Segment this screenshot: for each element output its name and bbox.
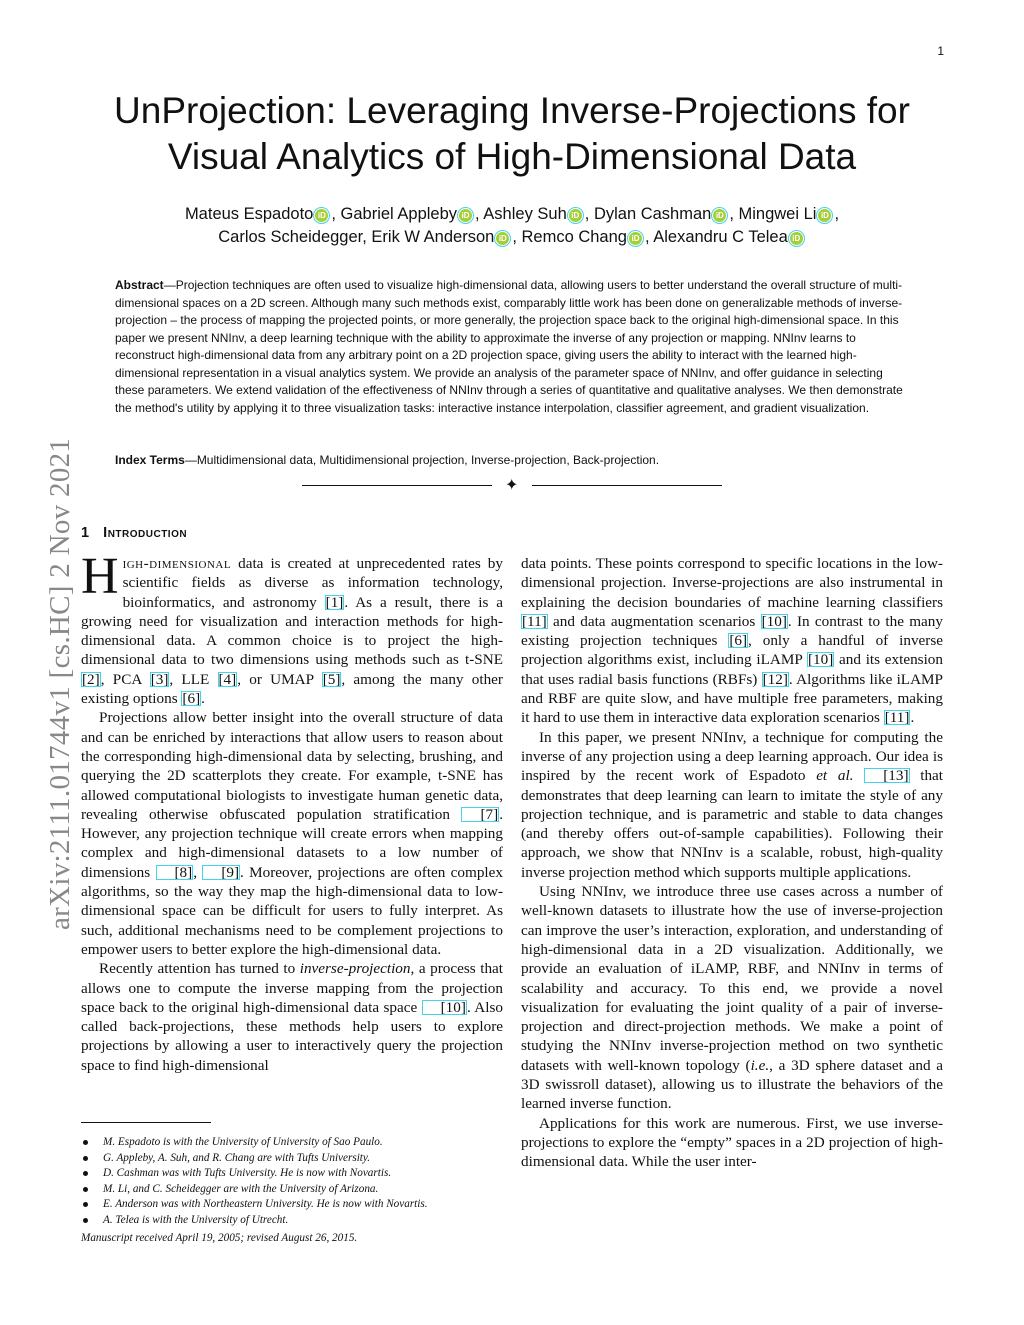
section-number: 1 [81,525,90,541]
footnote-item: G. Appleby, A. Suh, and R. Chang are with Tufts University. [81,1151,501,1167]
author: Dylan Cashman [593,205,712,223]
right-column [521,554,943,1172]
citation-link[interactable]: [8] [156,865,194,880]
citation-link[interactable]: [1] [325,593,344,611]
citation-link[interactable]: [5] [322,670,341,688]
abstract [115,277,910,417]
footnote-divider [81,1122,211,1123]
paper-title: UnProjection: Leveraging Inverse-Projections for Visual Analytics of High-Dimensional Data [114,90,910,177]
paragraph: High-dimensional data is created at unprecedented rates by scientific fields as diverse as information technology, bioinformatics, and astronomy [1]. As a result, there is a growing need for visualization and interaction methods for high-dimensional data. A common choice is to project the high-dimensional data to two dimensions using methods such as t-SNE [2], PCA [3], LLE [4], or UMAP [5], among the many other existing options [6]. [81,548,504,708]
author: Carlos Scheidegger [218,228,363,246]
footnote-item: E. Anderson was with Northeastern University. He is now with Novartis. [81,1197,501,1213]
citation-link[interactable]: [10] [422,1000,467,1015]
citation-link[interactable]: [6] [182,690,201,708]
arxiv-identifier[interactable]: arXiv:2111.01744v1 [cs.HC] 2 Nov 2021 [44,437,76,930]
citation-link[interactable]: [7] [461,807,499,822]
author: Alexandru C Telea [653,228,788,246]
paragraph: Applications for this work are numerous. First, we use inverse-projections to explore the “empty” spaces in a 2D projection of high-dimensional data. While the user inter- [521,1114,943,1171]
orcid-icon[interactable]: iD [629,232,642,245]
orcid-icon[interactable]: iD [713,209,726,222]
citation-link[interactable]: [10] [761,612,787,630]
citation-link[interactable]: [11] [884,709,910,727]
footnote-item: M. Espadoto is with the University of University of Sao Paulo. [81,1135,501,1151]
abstract-text: —Projection techniques are often used to visualize high-dimensional data, allowing users to better understand the overall structure of multi-dimensional spaces on a 2D screen. Although many such methods exist, comparably little work has been done on generalizable methods of inverse-projection – the process of mapping the projected points, or more generally, the projection space back to the original high-dimensional space. In this paper we present NNInv, a deep learning technique with the ability to approximate the inverse of any projection or mapping. NNInv learns to reconstruct high-dimensional data from any arbitrary point on a 2D projection space, giving users the ability to interact with the learned high-dimensional representation in a visual analytics system. We provide an analysis of the parameter space of NNInv, and offer guidance in selecting these parameters. We extend validation of the effectiveness of NNInv through a series of quantitative and qualitative analyses. We then demonstrate the method's utility by applying it to three visualization tasks: interactive instance interpolation, classifier agreement, and gradient visualization. [115,278,903,415]
page-number: 1 [937,44,944,58]
citation-link[interactable]: [13] [864,768,909,783]
footnote-item: M. Li, and C. Scheidegger are with the University of Arizona. [81,1182,501,1198]
paragraph: In this paper, we present NNInv, a technique for computing the inverse of any projection using a deep learning approach. Our idea is inspired by the recent work of Espadoto et al. [13] that demonstrates that deep learning can learn to imitate the style of any projection technique, and is parametric and stable to data changes (and thereby offers out-of-sample capabilities). Following their approach, we show that NNInv is a scalable, robust, high-quality inverse projection method which supports multiple applications. [521,728,944,881]
section-title: Introduction [103,525,188,541]
author: Ashley Suh [483,205,567,223]
divider-left [302,485,492,486]
citation-link[interactable]: [9] [202,865,240,880]
author: Mateus Espadoto [184,205,314,223]
paragraph: data points. These points correspond to specific locations in the low-dimensional projection. Inverse-projections are also instrumental in explaining the decision boundaries of machine learning classifiers [11] and data augmentation scenarios [10]. In contrast to the many existing projection techniques [6], only a handful of inverse projection algorithms exist, including iLAMP [10] and its extension that uses radial basis functions (RBFs) [12]. Algorithms like iLAMP and RBF are quite slow, and have multiple free parameters, making it hard to use them in interactive data exploration scenarios [11]. [521,555,943,727]
index-terms-text: —Multidimensional data, Multidimensional projection, Inverse-projection, Back-projection. [184,453,660,467]
dropcap: H [81,548,119,605]
paragraph: Recently attention has turned to inverse-projection, a process that allows one to compute the inverse mapping from the projection space back to the original high-dimensional data space [10]. Also called back-projections, these methods help users to explore projections by allowing a user to interactively query the projection space to find high-dimensional [81,960,503,1074]
citation-link[interactable]: [11] [522,612,547,630]
footnote-item: D. Cashman was with Tufts University. He is now with Novartis. [81,1166,501,1182]
author: Remco Chang [521,228,627,246]
citation-link[interactable]: [6] [729,632,748,650]
orcid-icon[interactable]: iD [790,232,803,245]
divider-diamond-icon: ✦ [505,475,519,494]
manuscript-note: Manuscript received April 19, 2005; revised August 26, 2015. [81,1232,358,1244]
index-terms [115,452,910,469]
citation-link[interactable]: [4] [218,670,237,688]
author: Erik W Anderson [371,228,495,246]
citation-link[interactable]: [3] [150,670,169,688]
author-list: Mateus Espadoto iD , Gabriel Appleby iD , Ashley Suh iD , Dylan Cashman iD , Mingwei Li iD , Carlos Scheidegger, Erik W Anderson iD , Remco Chang iD , Alexandru C Telea iD [184,205,840,246]
orcid-icon[interactable]: iD [818,209,831,222]
paragraph: Using NNInv, we introduce three use cases across a number of well-known datasets to illustrate how the use of inverse-projection can improve the user’s interaction, exploration, and understanding of high-dimensional data in a 2D visualization. Additionally, we provide an evaluation of iLAMP, RBF, and NNInv in terms of scalability and accuracy. To this end, we provide a novel visualization for evaluating the joint quality of a pair of inverse-projection and direct-projection methods. We make a point of studying the NNInv inverse-projection method on two synthetic datasets with well-known topology (i.e., a 3D sphere dataset and a 3D swissroll dataset), allowing us to illustrate the behaviors of the learned inverse function. [521,883,944,1113]
citation-link[interactable]: [12] [762,670,788,688]
author: Gabriel Appleby [340,205,458,223]
section-heading [81,525,187,541]
citation-link[interactable]: [10] [807,651,834,669]
orcid-icon[interactable]: iD [459,209,472,222]
abstract-label: Abstract [115,278,164,292]
affiliation-footnotes [81,1135,501,1229]
paragraph: Projections allow better insight into the overall structure of data and can be enriched by interactions that allow users to reason about the corresponding high-dimensional data by selecting, brushing, and querying the 2D scatterplots they create. For example, t-SNE has allowed computational biologists to investigate human genetic data, revealing otherwise obfuscated population stratification [7]. However, any projection technique will create errors when mapping complex and high-dimensional datasets to a low number of dimensions [8], [9]. Moreover, projections are often complex algorithms, so the way they map the high-dimensional data to low-dimensional space can be difficult for users to fully interpret. As such, additional mechanisms need to be complement projections to empower users to better explore the high-dimensional data. [81,709,503,958]
orcid-icon[interactable]: iD [496,232,509,245]
orcid-icon[interactable]: iD [315,209,328,222]
author: Mingwei Li [738,205,817,223]
citation-link[interactable]: [2] [82,670,100,688]
divider-right [532,485,722,486]
index-terms-label: Index Terms [115,453,185,467]
footnote-item: A. Telea is with the University of Utrecht. [81,1213,501,1229]
orcid-icon[interactable]: iD [569,209,582,222]
left-column [81,548,504,1075]
